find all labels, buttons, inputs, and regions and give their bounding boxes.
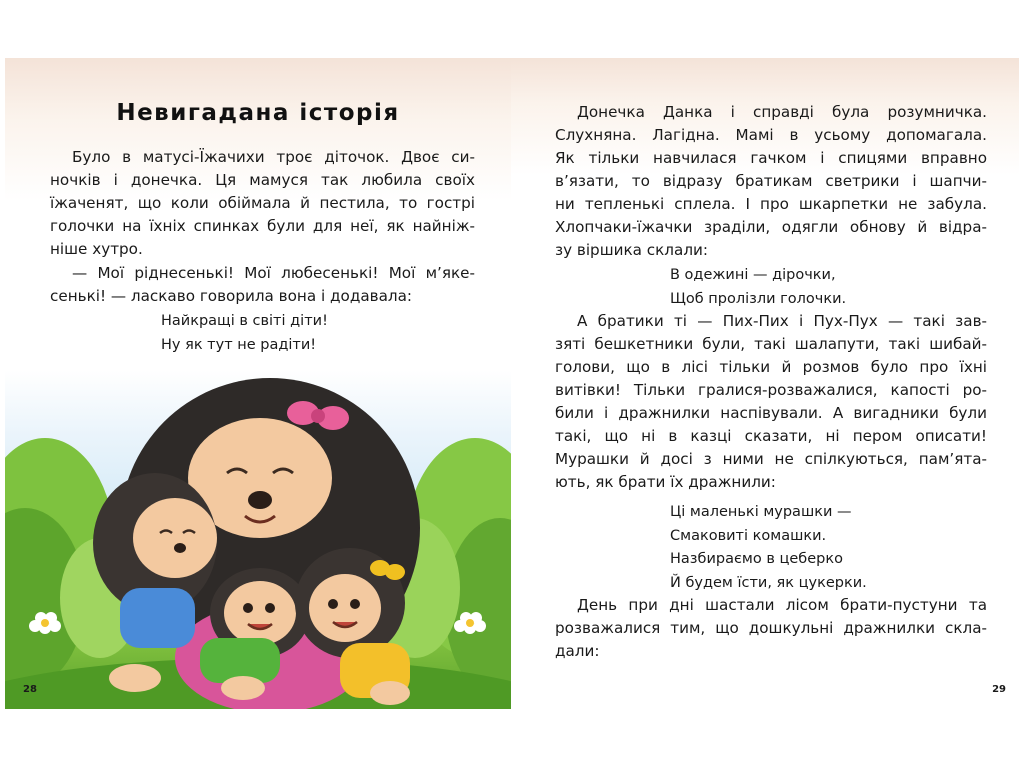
page-number-left: 28 (23, 684, 37, 695)
son-left-shirt (120, 588, 195, 648)
paragraph-2 (50, 262, 475, 308)
text-line: Слухняна. Лагідна. Мамі в усьому допомагала. (555, 126, 987, 144)
paragraph-1 (50, 146, 475, 261)
son-middle-face (224, 581, 296, 645)
text-line: ночків і донечка. Ця мамуся так любила своїх (50, 171, 475, 189)
text-line: День при дні шастали лісом брати-пустуни та (577, 596, 987, 614)
page-number-right: 29 (992, 684, 1006, 695)
verse-1 (161, 310, 328, 357)
book-spread (5, 58, 1019, 709)
son-left-face (133, 498, 217, 578)
text-line: голочки на їхніх спинках були для неї, як найніж- (50, 217, 475, 235)
text-line: ніше хутро. (50, 240, 143, 258)
text-line: такі, що ні в казці сказати, ні пером описати! (555, 427, 987, 445)
verse-line: Найкращі в світі діти! (161, 313, 328, 329)
story-title: Невигадана історія (116, 100, 400, 126)
text-line: А братики ті — Пих-Пих і Пух-Пух — такі зав- (577, 312, 987, 330)
text-line: їжаченят, що коли обіймала й пестила, то гострі (50, 194, 475, 212)
text-line: Як тільки навчилася гачком і спицями вправно (555, 149, 987, 167)
text-line: розважалися тим, що дошкульні дражнилки скла- (555, 619, 987, 637)
verse-line: Смаковиті комашки. (670, 527, 827, 544)
paragraph-4 (555, 310, 987, 494)
verse-2 (670, 264, 846, 311)
text-line: в’язати, то відразу братикам светрики і шапчи- (555, 172, 987, 190)
paragraph-3 (555, 101, 987, 262)
text-line: сенькі! — ласкаво говорила вона і додавала: (50, 287, 413, 305)
text-line: ни тепленькі сплела. І про шкарпетки не забула. (555, 195, 987, 213)
text-line: дали: (555, 642, 600, 660)
text-line: Мурашки й досі з ними не спілкуються, пам’ята- (555, 450, 987, 468)
verse-line: Ну як тут не радіти! (161, 336, 317, 353)
verse-line: Й будем їсти, як цукерки. (670, 574, 867, 591)
text-line: — Мої ріднесенькі! Мої любесенькі! Мої м’яке- (72, 264, 475, 282)
text-line: Було в матусі-Їжачихи троє діточок. Двоє си- (72, 148, 475, 166)
text-line: били і дражнилки наспівували. А вигадники були (555, 404, 987, 422)
text-line: ють, як брати їх дражнили: (555, 473, 776, 491)
text-line: Хлопчаки-їжачки зраділи, одягли обнову й відра- (555, 218, 987, 236)
verse-line: Щоб пролізли голочки. (670, 290, 847, 307)
verse-3 (670, 501, 867, 595)
text-line: зяті бешкетники були, такі шалапути, такі шибай- (555, 335, 987, 353)
daughter-face (309, 574, 381, 642)
text-line: Донечка Данка і справді була розумничка. (577, 103, 987, 121)
paragraph-5 (555, 594, 987, 663)
text-line: витівки! Тільки гралися-розважалися, капості ро- (555, 381, 987, 399)
left-page (5, 58, 511, 709)
verse-line: Назбираємо в цеберко (670, 551, 843, 567)
hedgehog-family-illustration (5, 358, 511, 709)
verse-line: В одежині — дірочки, (670, 267, 836, 283)
verse-line: Ці маленькі мурашки — (670, 504, 852, 520)
right-page (511, 58, 1019, 709)
text-line: зу віршика склали: (555, 241, 709, 259)
text-line: голови, що в лісі тільки й розмов було про їхні (555, 358, 987, 376)
